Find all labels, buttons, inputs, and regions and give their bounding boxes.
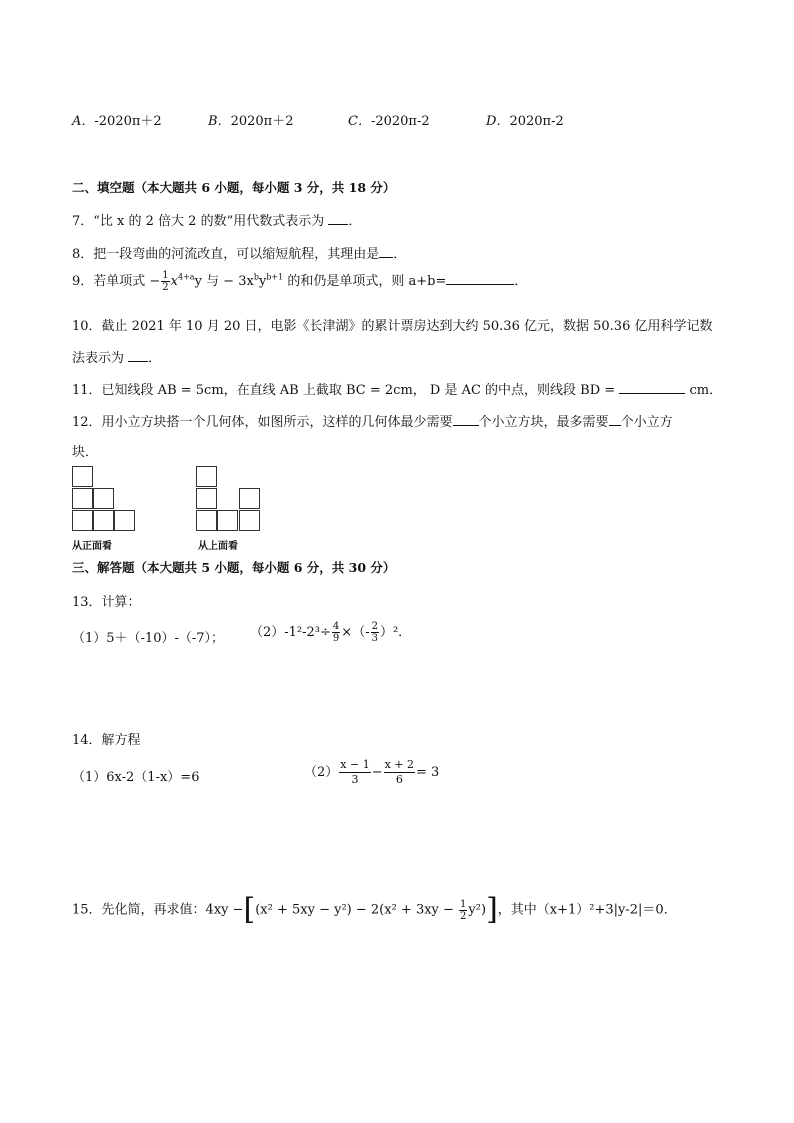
question-9: 9．若单项式 − $\frac{1}{2}$ $x^{4+a}y$ 与 − $3x^by^{b+1}$ 的和仍是单项式，则 a+b= ． xyxy=(72,270,528,293)
question-12-line-2: 块． xyxy=(72,445,99,460)
question-15: 15．先化简，再求值：4xy −[(x² + 5xy − y²) − 2(x² + 3xy − $\frac{1}{2}$ y²)]，其中（x+1）²+3|y-2|＝0． xyxy=(72,892,677,927)
cube-cell xyxy=(217,510,238,531)
question-14-title: 14．解方程 xyxy=(72,733,141,748)
question-7: 7．“比 x 的 2 倍大 2 的数”用代数式表示为 ． xyxy=(72,214,362,229)
fraction: $\frac{1}{2}$ xyxy=(162,270,169,293)
question-8: 8．把一段弯曲的河流改直，可以缩短航程，其理由是 ． xyxy=(72,247,407,262)
question-13-part-2: （2）-1²-2³÷ $\frac{4}{9}$ ×（- $\frac{2}{3}$ ）²． xyxy=(250,621,412,644)
question-14-part-2: （2） $\frac{x - 1}{3}$ − $\frac{x + 2}{6}$ = 3 xyxy=(304,758,440,786)
fraction: $\frac{1}{2}$ xyxy=(460,898,467,922)
section-2-title: 二、填空题（本大题共 6 小题，每小题 3 分，共 18 分） xyxy=(72,180,396,195)
fraction: $\frac{4}{9}$ xyxy=(332,621,340,644)
cube-cell xyxy=(114,510,135,531)
cube-cell xyxy=(72,510,93,531)
question-10-line-2: 法表示为 ． xyxy=(72,351,162,366)
front-view-caption: 从正面看 xyxy=(72,541,112,552)
answer-blank xyxy=(619,381,685,394)
cube-cell xyxy=(72,466,93,487)
answer-blank xyxy=(379,245,393,258)
option-b: B．2020π＋2 xyxy=(208,114,294,129)
section-3-title: 三、解答题（本大题共 5 小题，每小题 6 分，共 30 分） xyxy=(72,560,396,575)
option-c: C．-2020π-2 xyxy=(348,114,430,129)
answer-blank xyxy=(609,413,621,426)
fraction: $\frac{x - 1}{3}$ xyxy=(340,758,370,786)
fraction: $\frac{2}{3}$ xyxy=(371,621,378,644)
question-10-line-1: 10．截止 2021 年 10 月 20 日，电影《长津湖》的累计票房达到大约 50.36 亿元，数据 50.36 亿用科学记数 xyxy=(72,319,713,334)
answer-blank xyxy=(328,212,348,225)
cube-cell xyxy=(93,510,114,531)
cube-cell xyxy=(93,488,114,509)
question-13-part-1: （1）5＋（-10）-（-7）； xyxy=(72,631,225,646)
question-11: 11．已知线段 AB = 5cm，在直线 AB 上截取 BC = 2cm， D 是 AC 的中点，则线段 BD = cm． xyxy=(72,383,723,398)
cube-cell xyxy=(72,488,93,509)
cube-cell xyxy=(239,510,260,531)
question-14-part-1: （1）6x-2（1-x）=6 xyxy=(72,770,200,785)
question-12-line-1: 12．用小立方块搭一个几何体，如图所示，这样的几何体最少需要 个小立方块，最多需要 个小立方 xyxy=(72,415,673,430)
option-d: D．2020π-2 xyxy=(486,114,564,129)
right-bracket: ] xyxy=(486,892,498,927)
fraction: $\frac{x + 2}{6}$ xyxy=(384,758,415,786)
cube-cell xyxy=(239,488,260,509)
top-view-caption: 从上面看 xyxy=(198,541,238,552)
question-13-title: 13．计算： xyxy=(72,595,141,610)
answer-blank xyxy=(453,413,479,426)
option-a: A．-2020π＋2 xyxy=(72,114,162,129)
answer-blank xyxy=(128,349,148,362)
cube-cell xyxy=(196,466,217,487)
cube-cell xyxy=(196,488,217,509)
left-bracket: [ xyxy=(243,892,256,927)
answer-blank xyxy=(446,272,514,285)
cube-cell xyxy=(196,510,217,531)
